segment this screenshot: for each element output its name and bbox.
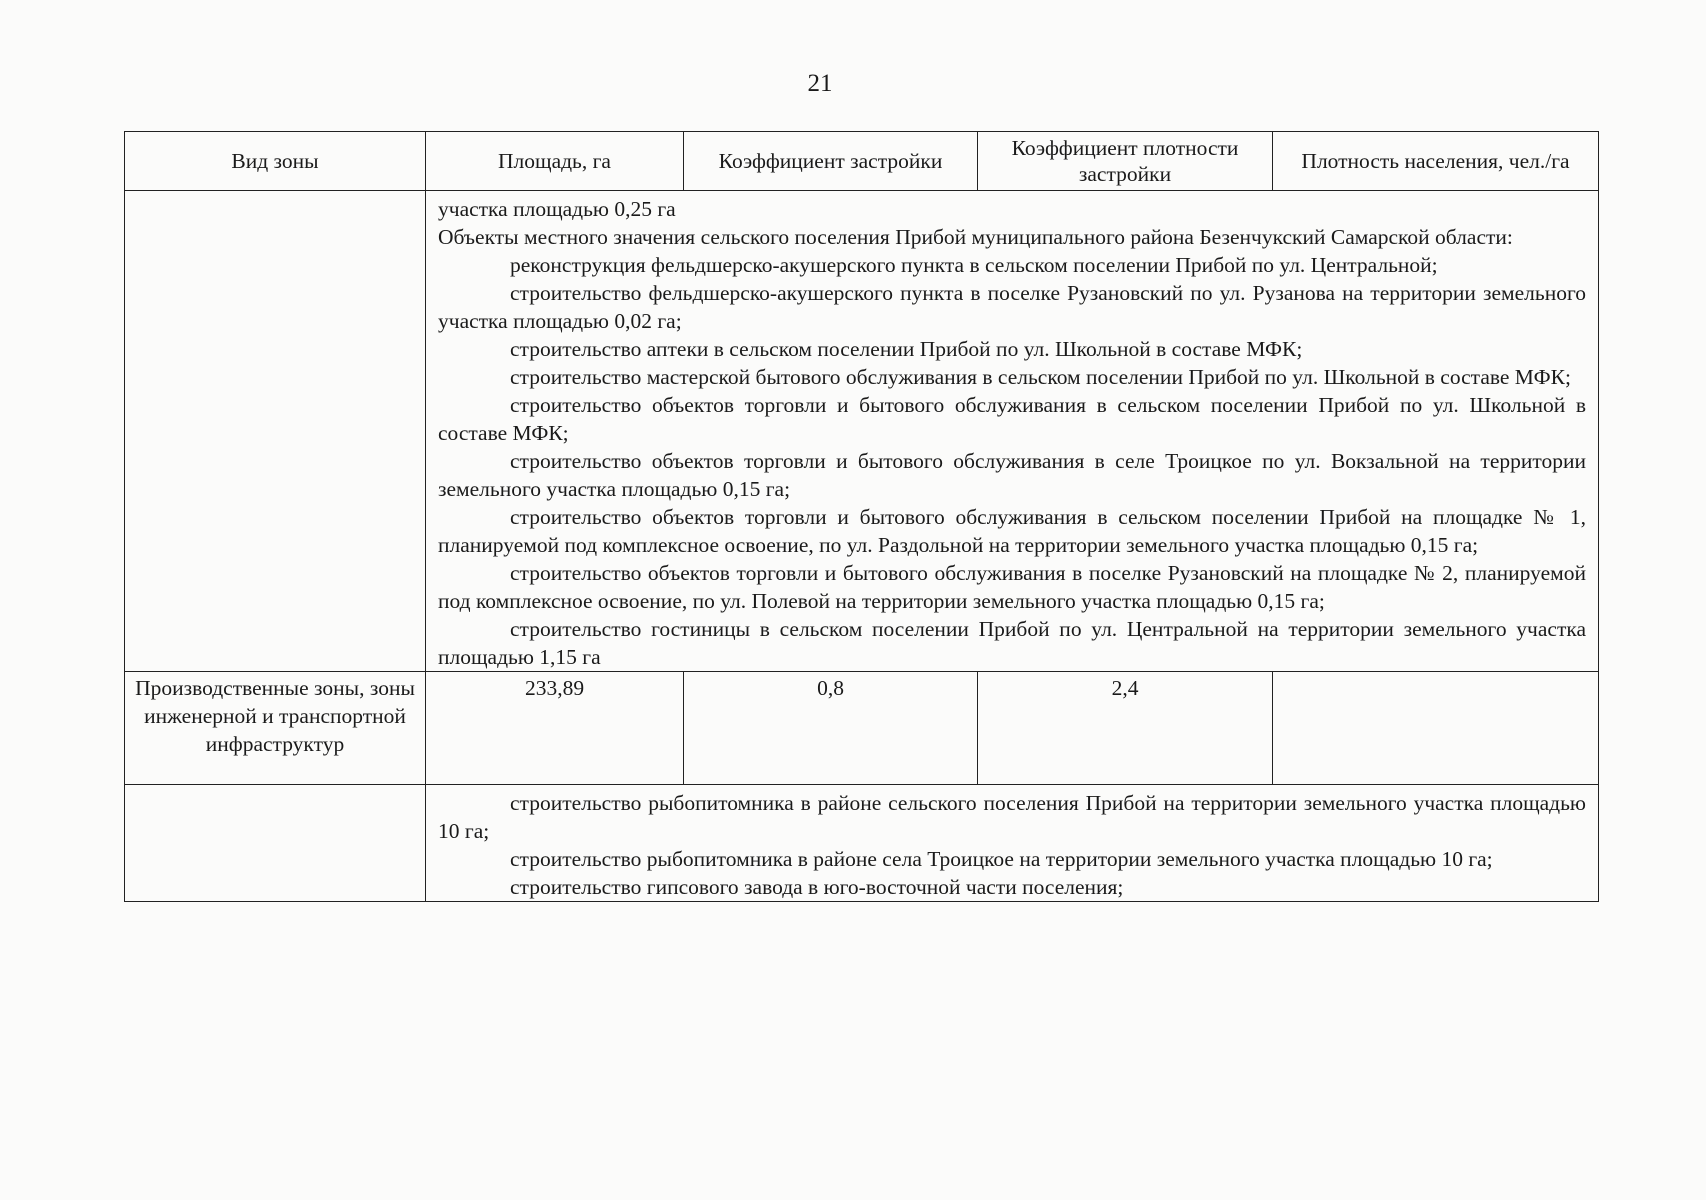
objects-list-cell bbox=[426, 191, 1599, 672]
list-item: строительство объектов торговли и бытового обслуживания в сельском поселении Прибой по ул. Школьной в составе МФК; bbox=[438, 393, 1586, 445]
table-row bbox=[125, 672, 1599, 785]
header-build-coef: Коэффициент застройки bbox=[684, 132, 978, 191]
zone-cell-empty bbox=[125, 191, 426, 672]
header-zone-type: Вид зоны bbox=[125, 132, 426, 191]
list-item: строительство рыбопитомника в районе сельского поселения Прибой на территории земельного участка площадью 10 га; bbox=[438, 791, 1586, 843]
objects-list bbox=[438, 789, 1586, 901]
density-coef-value: 2,4 bbox=[978, 672, 1273, 785]
zone-cell-empty bbox=[125, 785, 426, 902]
list-item: строительство объектов торговли и бытового обслуживания в поселке Рузановский на площадке № 2, планируемой под комплексное освоение, по ул. Полевой на территории земельного участка площадью 0,15 га; bbox=[438, 561, 1586, 613]
list-item: строительство гипсового завода в юго-восточной части поселения; bbox=[510, 875, 1124, 899]
zones-table bbox=[124, 131, 1599, 902]
list-item: участка площадью 0,25 га bbox=[438, 197, 676, 221]
list-item: реконструкция фельдшерско-акушерского пункта в сельском поселении Прибой по ул. Центральной; bbox=[510, 253, 1438, 277]
objects-list-cell bbox=[426, 785, 1599, 902]
list-item: строительство фельдшерско-акушерского пункта в поселке Рузановский по ул. Рузанова на территории земельного участка площадью 0,02 га; bbox=[438, 281, 1586, 333]
page-number: 21 bbox=[807, 70, 833, 97]
area-value: 233,89 bbox=[426, 672, 684, 785]
build-coef-value: 0,8 bbox=[684, 672, 978, 785]
population-density-value bbox=[1273, 672, 1599, 785]
list-item: строительство объектов торговли и бытового обслуживания в сельском поселении Прибой на площадке № 1, планируемой под комплексное освоение, по ул. Раздольной на территории земельного участка площадью 0,15 га; bbox=[438, 505, 1586, 557]
table-row bbox=[125, 785, 1599, 902]
list-item: строительство рыбопитомника в районе села Троицкое на территории земельного участка площадью 10 га; bbox=[510, 847, 1493, 871]
zone-name: Производственные зоны, зоны инженерной и транспортной инфраструктур bbox=[125, 672, 426, 785]
table-header-row bbox=[125, 132, 1599, 191]
table-row bbox=[125, 191, 1599, 672]
header-area: Площадь, га bbox=[426, 132, 684, 191]
objects-list bbox=[438, 195, 1586, 671]
list-item: строительство гостиницы в сельском поселении Прибой по ул. Центральной на территории земельного участка площадью 1,15 га bbox=[438, 617, 1586, 669]
list-item: строительство объектов торговли и бытового обслуживания в селе Троицкое по ул. Вокзальной на территории земельного участка площадью 0,15 га; bbox=[438, 449, 1586, 501]
header-population-density: Плотность населения, чел./га bbox=[1273, 132, 1599, 191]
list-item: Объекты местного значения сельского поселения Прибой муниципального района Безенчукский Самарской области: bbox=[438, 225, 1513, 249]
header-density-coef: Коэффициент плотности застройки bbox=[978, 132, 1273, 191]
list-item: строительство аптеки в сельском поселении Прибой по ул. Школьной в составе МФК; bbox=[510, 337, 1303, 361]
list-item: строительство мастерской бытового обслуживания в сельском поселении Прибой по ул. Школьной в составе МФК; bbox=[510, 365, 1571, 389]
